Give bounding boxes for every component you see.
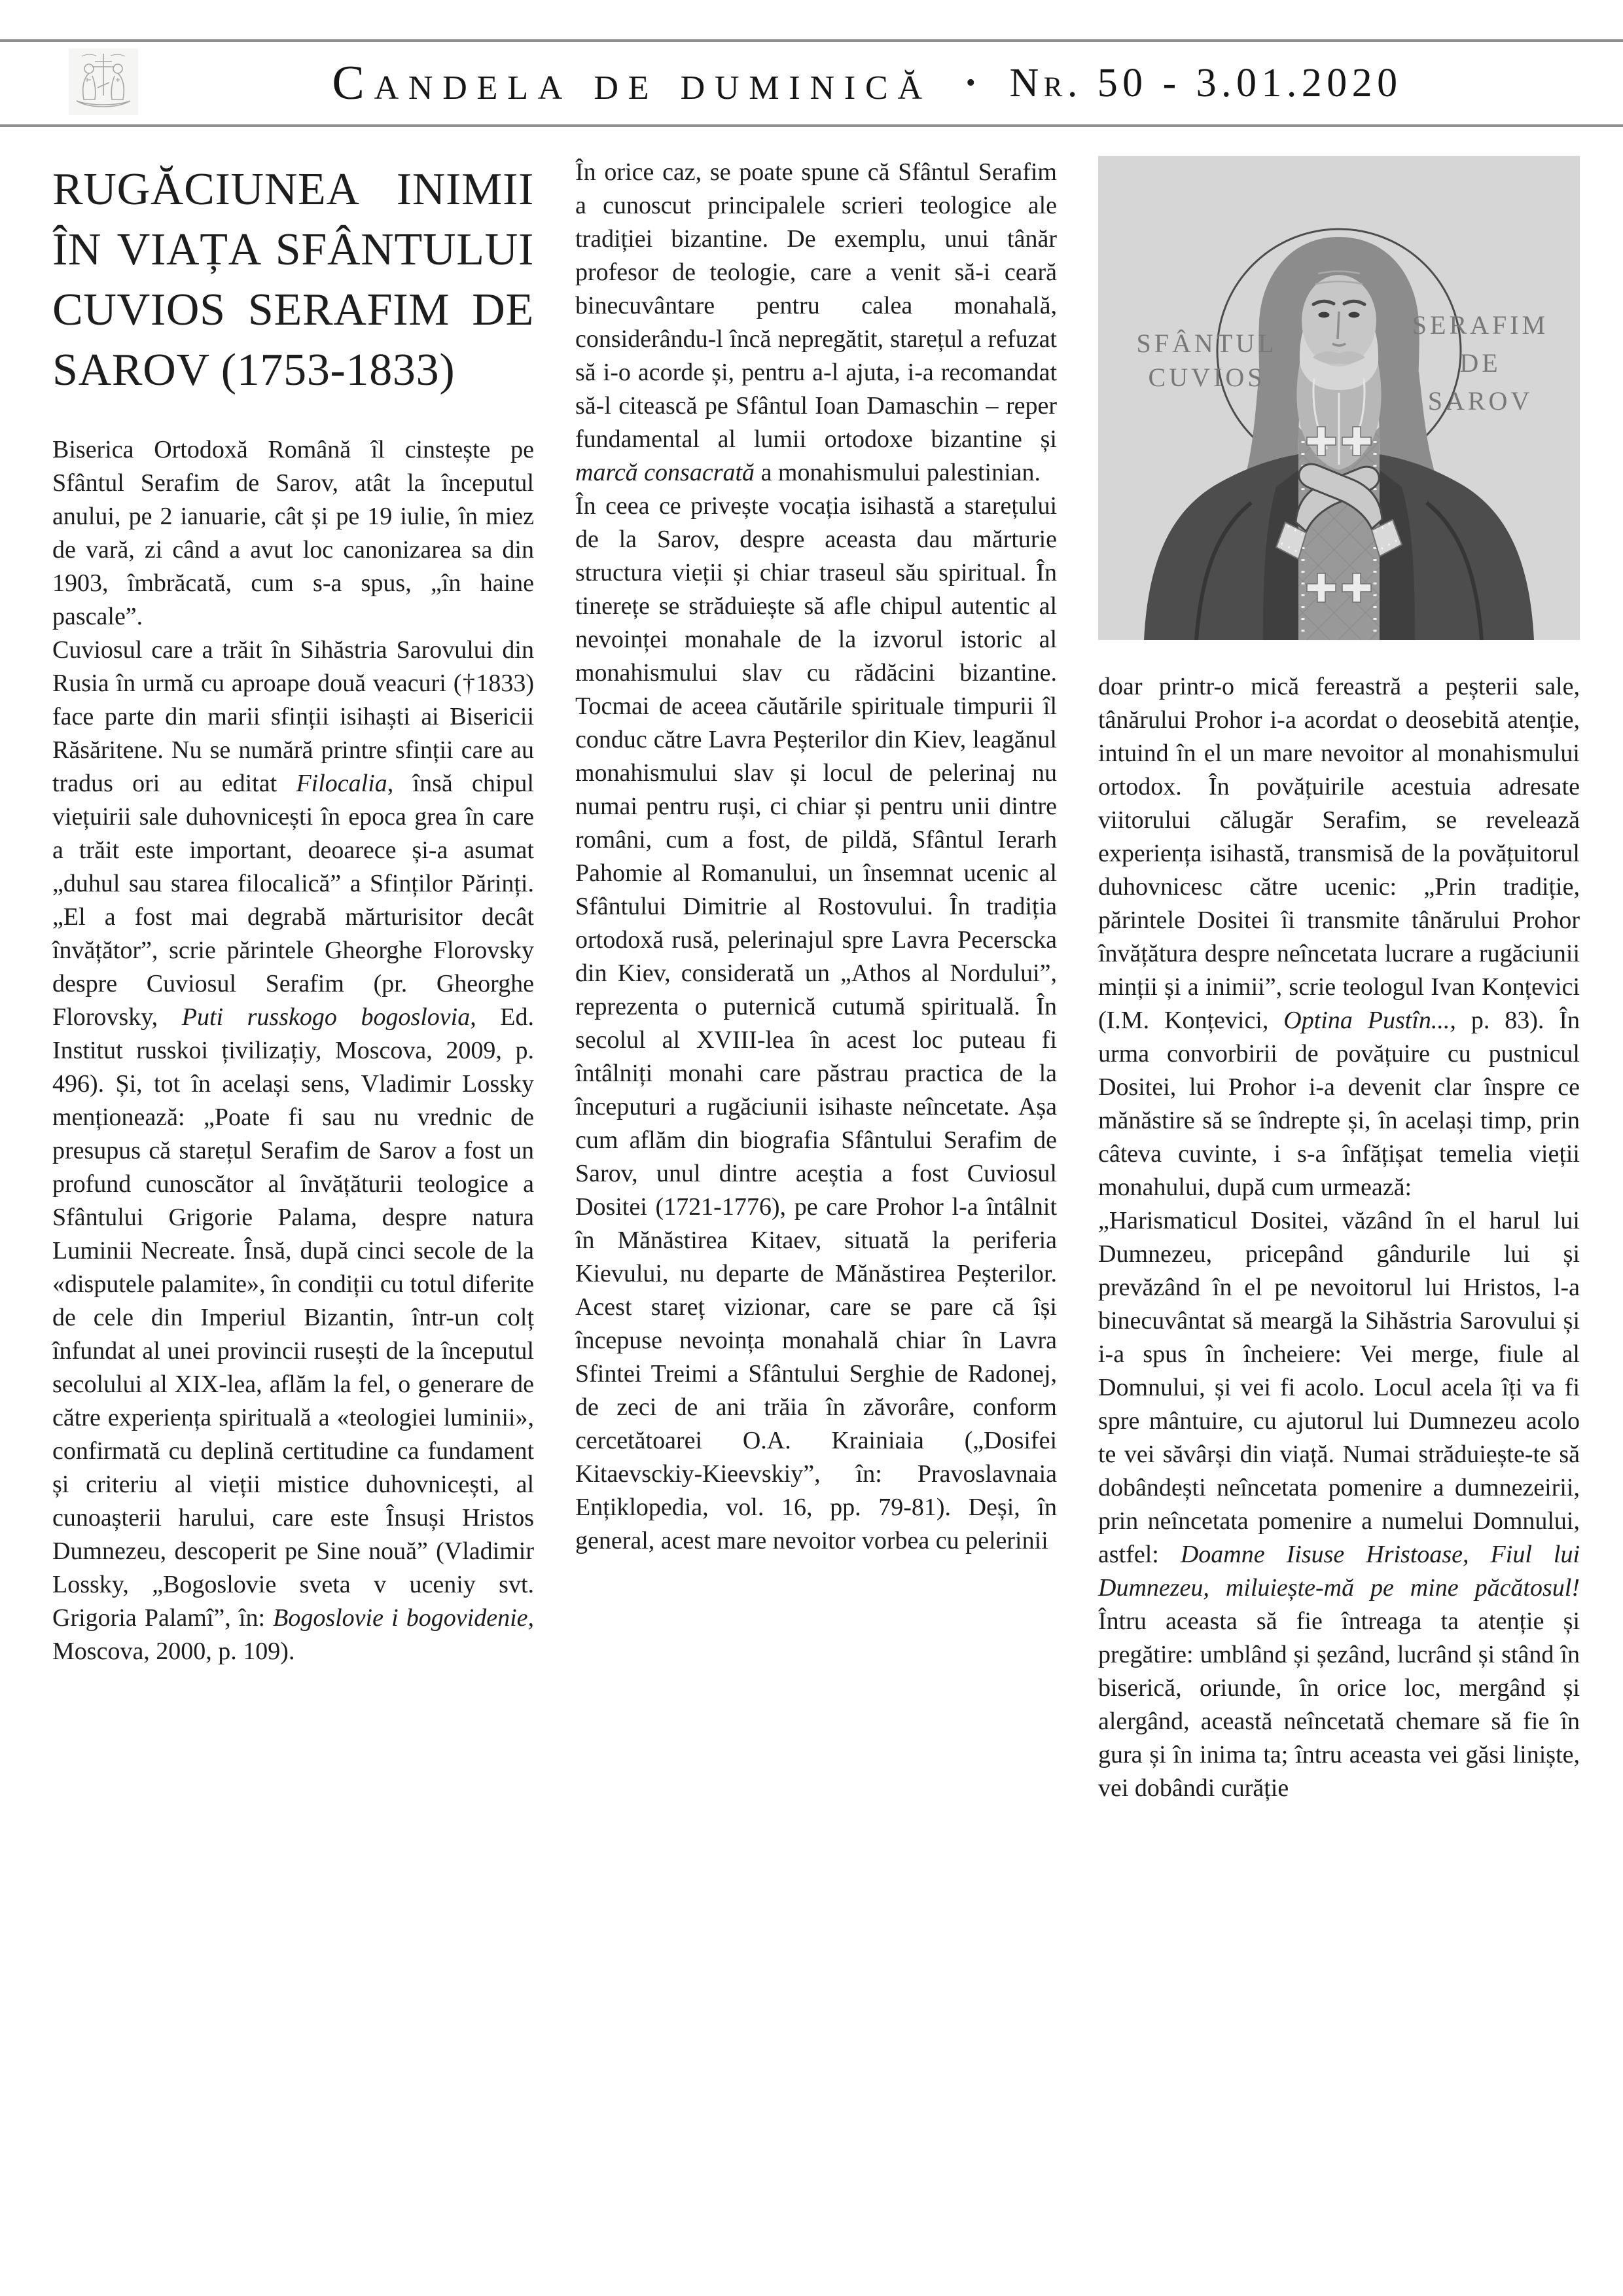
bullet-separator-icon: •: [965, 68, 976, 98]
publication-title: Candela de duminică: [332, 56, 932, 110]
paragraph: „Harismaticul Dositei, văzând în el harul lui Dumnezeu, pricepând gândurile lui și prevăzând în el pe nevoitorul lui Hristos, l-a binecuvântat să meargă la Sihăstria Sarovului și i-a spus în încheiere: Vei merge, fiule al Domnului, și vei fi acolo. Locul acela îți va fi spre mântuire, cu ajutorul lui Dumnezeu acolo te vei săvârși din viață. Numai străduiește-te să dobândești neîncetata pomenire a dumnezeirii, prin neîncetata pomenire a numelui Domnului, astfel: Doamne Iisuse Hristoase, Fiul lui Dumnezeu, miluiește-mă pe mine păcătosul! Întru aceasta să fie întreaga ta atenție și pregătire: umblând și șezând, lucrând și stând în biserică, oriunde, în orice loc, mergând și alergând, această neîncetată chemare să fie în gura și în inima ta; întru aceasta vei găsi liniște, vei dobândi curăție: [1098, 1207, 1580, 1802]
column-text-2: [575, 156, 1057, 1558]
column-text-1: [52, 433, 534, 1668]
icon-inscription-left-2: CUVIOS: [1148, 363, 1266, 392]
masthead-bar: [0, 39, 1623, 127]
article-column-3: [1098, 156, 1580, 1805]
column-text-3: [1098, 670, 1580, 1805]
article-body: [52, 156, 1580, 1805]
icon-inscription-right-2: DE: [1459, 348, 1501, 378]
article-title: RUGĂCIUNEA INIMII ÎN VIAȚA SFÂNTULUI CUVIOS SERAFIM DE SAROV (1753-1833): [52, 164, 534, 395]
masthead: [0, 56, 1623, 110]
paragraph: Biserica Ortodoxă Română îl cinstește pe Sfântul Serafim de Sarov, atât la începutul anului, pe 2 ianuarie, cât și pe 19 iulie, în miez de vară, zi când a avut loc canonizarea sa din 1903, îmbrăcată, cum s-a spus, „în haine pascale”.: [52, 436, 534, 630]
publisher-emblem-icon: [68, 48, 139, 115]
icon-inscription-right-1: SERAFIM: [1412, 310, 1549, 340]
paragraph: doar printr-o mică fereastră a peșterii sale, tânărului Prohor i-a acordat o deosebită atenție, intuind în el un mare nevoitor al monahismului ortodox. În povățuirile acestuia adresate viitorului călugăr Serafim, se revelează experiența isihastă, transmisă de la povățuitorul duhovnicesc către ucenic: „Prin tradiție, părintele Dositei îi transmite tânărului Prohor învățătura despre neîncetata lucrare a rugăciunii minții și a inimii”, scrie teologul Ivan Konțevici (I.M. Konțevici, Optina Pustîn..., p. 83). În urma convorbirii de povățuire cu pustnicul Dositei, lui Prohor i-a devenit clar înspre ce mănăstire să se îndrepte și, în același timp, prin câteva cuvinte, i s-a înfățișat temelia vieții monahului, după cum urmează:: [1098, 673, 1580, 1201]
paragraph: În ceea ce privește vocația isihastă a starețului de la Sarov, despre aceasta dau mărturie structura vieții și chiar traseul său spiritual. În tinerețe se străduiește să afle chipul autentic al nevoinței monahale de la izvorul istoric al monahismului slav cu rădăcini bizantine. Tocmai de aceea căutările spirituale timpurii îl conduc către Lavra Peșterilor din Kiev, leagănul monahismului slav și locul de pelerinaj nu numai pentru ruși, ci chiar și pentru unii dintre români, cum a fost, de pildă, Sfântul Ierarh Pahomie al Romanului, un însemnat ucenic al Sfântului Dimitrie al Rostovului. În tradiția ortodoxă rusă, pelerinajul spre Lavra Pecerscka din Kiev, considerată un „Athos al Nordului”, reprezenta o puternică cutumă spirituală. În secolul al XVIII-lea în acest loc puteau fi întâlniți monahi care păstrau practica de la începuturi a rugăciunii isihaste neîncetate. Așa cum aflăm din biografia Sfântului Serafim de Sarov, unul dintre aceștia a fost Cuviosul Dositei (1721-1776), pe care Prohor l-a întâlnit în Mănăstirea Kitaev, situată la periferia Kievului, nu departe de Mănăstirea Peșterilor. Acest stareț vizionar, care se pare că își începuse nevoința monahală chiar în Lavra Sfintei Treimi a Sfântului Serghie de Radonej, de zeci de ani trăia în zăvorâre, conform cercetătoarei O.A. Krainiaia („Dosifei Kitaevsckiy-Kieevskiy”, în: Pravoslavnaia Ențiklopedia, vol. 16, pp. 79-81). Deși, în general, acest mare nevoitor vorbea cu pelerinii: [575, 492, 1057, 1554]
saint-serafim-icon-image: [1098, 156, 1580, 640]
paragraph: În orice caz, se poate spune că Sfântul Serafim a cunoscut principalele scrieri teologice ale tradiției bizantine. De exemplu, unui tânăr profesor de teologie, care a venit să-i ceară binecuvântare pentru calea monahală, considerându-l încă nepregătit, starețul a refuzat să i-o acorde și, pentru a-l ajuta, i-a recomandat să-l citească pe Sfântul Ioan Damaschin – reper fundamental al lumii ortodoxe bizantine și marcă consacrată a monahismului palestinian.: [575, 158, 1057, 486]
icon-inscription-right-3: SAROV: [1427, 386, 1533, 416]
icon-inscription-left-1: SFÂNTUL: [1136, 329, 1277, 358]
article-column-2: [575, 156, 1057, 1805]
issue-number-date: Nr. 50 - 3.01.2020: [1009, 61, 1402, 105]
paragraph: Cuviosul care a trăit în Sihăstria Sarovului din Rusia în urmă cu aproape două veacuri (†1833) face parte din marii sfinții isihaști ai Bisericii Răsăritene. Nu se numără printre sfinții care au tradus ori au editat Filocalia, însă chipul viețuirii sale duhovnicești în epoca grea în care a trăit este important, deoarece și-a asumat „duhul sau starea filocalică” a Sfinților Părinți. „El a fost mai degrabă mărturisitor decât învățător”, scrie părintele Gheorghe Florovsky despre Cuviosul Serafim (pr. Gheorghe Florovsky, Puti russkogo bogoslovia, Ed. Institut russkoi țivilizațiy, Moscova, 2009, p. 496). Și, tot în același sens, Vladimir Lossky menționează: „Poate fi sau nu vrednic de presupus că starețul Serafim de Sarov a fost un profund cunoscător al învățăturii teologice a Sfântului Grigorie Palama, despre natura Luminii Necreate. Însă, după cinci secole de la «disputele palamite», în condiții cu totul diferite de cele din Imperiul Bizantin, într-un colț înfundat al unei provincii rusești de la începutul secolului al XIX-lea, aflăm la fel, o generare de către experiența spirituală a «teologiei luminii», confirmată cu deplină certitudine ca fundament și criteriu al vieții mistice duhovnicești, al cunoașterii harului, care este Însuși Hristos Dumnezeu, descoperit pe Sine nouă” (Vladimir Lossky, „Bogoslovie sveta v uceniy svt. Grigoria Palamî”, în: Bogoslovie i bogovidenie, Moscova, 2000, p. 109).: [52, 636, 535, 1665]
article-column-1: [52, 156, 534, 1805]
